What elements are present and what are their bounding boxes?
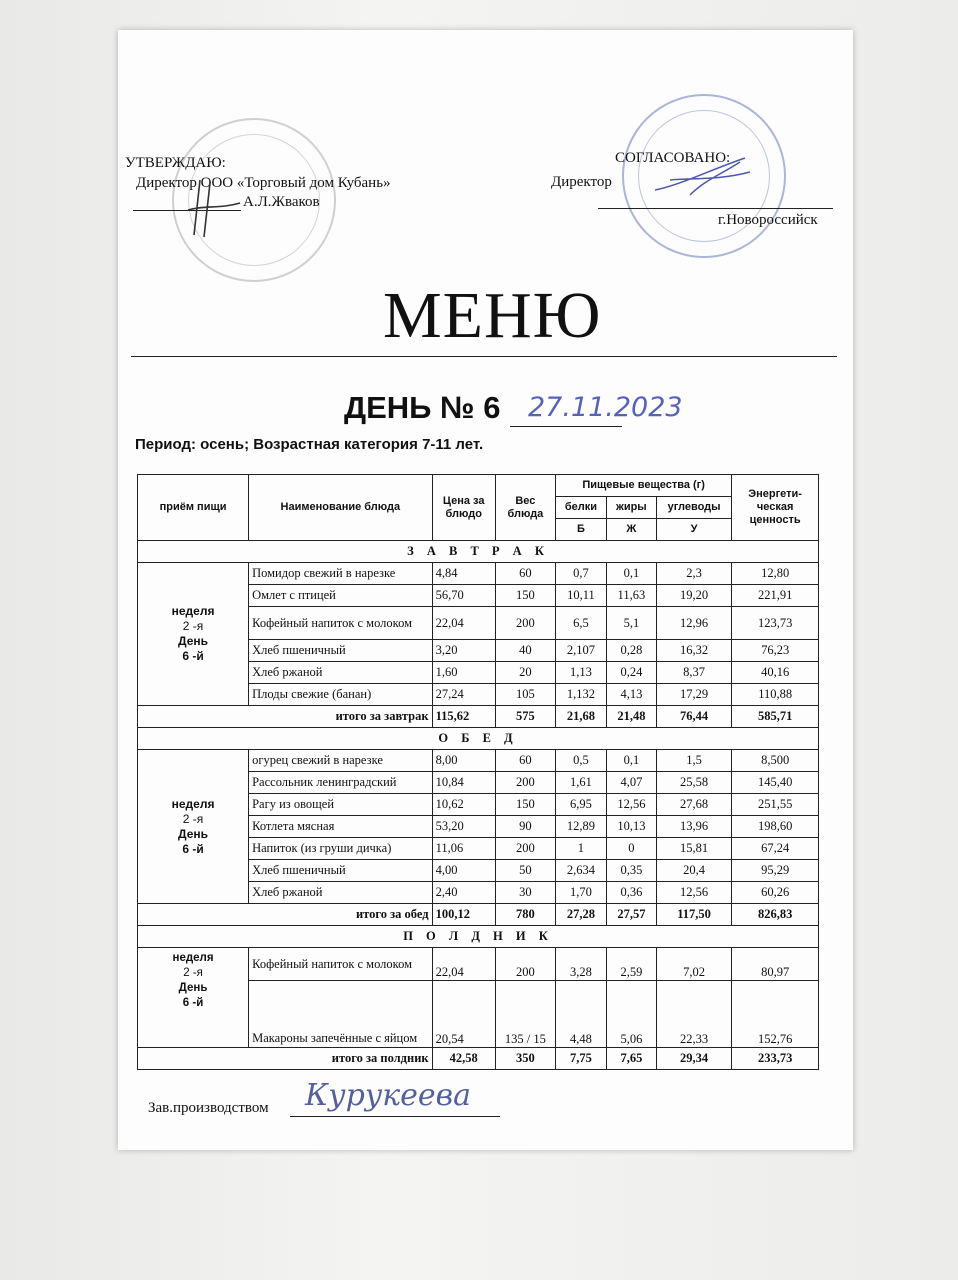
dish-name: Рагу из овощей: [249, 794, 432, 816]
header-price: Цена за блюдо: [432, 475, 495, 541]
dish-b: 1,61: [555, 772, 606, 794]
dish-b: 1,70: [555, 882, 606, 904]
agree-line1: Директор: [551, 174, 612, 190]
dish-u: 8,37: [656, 662, 731, 684]
dish-name: Напиток (из груши дичка): [249, 838, 432, 860]
dish-energy: 40,16: [732, 662, 819, 684]
dish-name: Макароны запечённые с яйцом: [249, 981, 432, 1048]
agree-line2: г.Новороссийск: [718, 212, 818, 228]
dish-name: Рассольник ленинградский: [249, 772, 432, 794]
approve-line2: А.Л.Жваков: [243, 194, 320, 210]
dish-price: 56,70: [432, 585, 495, 607]
footer-label: Зав.производством: [148, 1100, 269, 1116]
dish-name: Хлеб пшеничный: [249, 640, 432, 662]
dish-weight: 200: [495, 772, 555, 794]
dish-b: 0,7: [555, 563, 606, 585]
dish-weight: 150: [495, 585, 555, 607]
total-u: 29,34: [656, 1048, 731, 1070]
title-divider: [131, 356, 837, 357]
dish-u: 20,4: [656, 860, 731, 882]
header-meal: приём пищи: [138, 475, 249, 541]
dish-price: 4,00: [432, 860, 495, 882]
dish-weight: 90: [495, 816, 555, 838]
total-label: итого за полдник: [138, 1048, 433, 1070]
dish-u: 25,58: [656, 772, 731, 794]
dish-weight: 50: [495, 860, 555, 882]
dish-name: Плоды свежие (банан): [249, 684, 432, 706]
dish-energy: 80,97: [732, 948, 819, 981]
header-energy: Энергети-ческая ценность: [732, 475, 819, 541]
dish-u: 12,96: [656, 607, 731, 640]
total-price: 115,62: [432, 706, 495, 728]
total-b: 7,75: [555, 1048, 606, 1070]
dish-energy: 8,500: [732, 750, 819, 772]
menu-table: [137, 474, 819, 1070]
header-proteins: белки: [555, 497, 606, 519]
group-day-num: 6 -й: [182, 649, 204, 663]
group-day: День: [178, 826, 209, 841]
dish-u: 22,33: [656, 981, 731, 1048]
dish-name: Помидор свежий в нарезке: [249, 563, 432, 585]
dish-zh: 11,63: [606, 585, 656, 607]
dish-energy: 123,73: [732, 607, 819, 640]
dish-name: Хлеб ржаной: [249, 882, 432, 904]
dish-b: 3,28: [555, 948, 606, 981]
date-underline: [510, 426, 622, 427]
dish-price: 22,04: [432, 948, 495, 981]
total-weight: 575: [495, 706, 555, 728]
dish-zh: 4,13: [606, 684, 656, 706]
dish-energy: 110,88: [732, 684, 819, 706]
dish-price: 2,40: [432, 882, 495, 904]
total-energy: 233,73: [732, 1048, 819, 1070]
page-title: МЕНЮ: [383, 279, 602, 352]
approve-signature: [180, 175, 250, 245]
dish-u: 17,29: [656, 684, 731, 706]
date-handwritten: 27.11.2023: [528, 392, 683, 423]
dish-u: 15,81: [656, 838, 731, 860]
agree-signature: [650, 150, 760, 210]
dish-price: 3,20: [432, 640, 495, 662]
group-week: неделя: [172, 952, 214, 964]
total-b: 21,68: [555, 706, 606, 728]
dish-weight: 60: [495, 563, 555, 585]
dish-name: Кофейный напиток с молоком: [249, 948, 432, 981]
header-weight: Вес блюда: [495, 475, 555, 541]
dish-zh: 0,1: [606, 750, 656, 772]
dish-energy: 12,80: [732, 563, 819, 585]
dish-zh: 0: [606, 838, 656, 860]
dish-weight: 150: [495, 794, 555, 816]
dish-price: 22,04: [432, 607, 495, 640]
total-zh: 27,57: [606, 904, 656, 926]
group-day-num: 6 -й: [182, 997, 204, 1009]
dish-weight: 200: [495, 607, 555, 640]
dish-b: 0,5: [555, 750, 606, 772]
day-label: ДЕНЬ № 6: [344, 390, 501, 425]
dish-b: 1,132: [555, 684, 606, 706]
dish-weight: 105: [495, 684, 555, 706]
dish-energy: 67,24: [732, 838, 819, 860]
dish-zh: 0,36: [606, 882, 656, 904]
dish-b: 2,107: [555, 640, 606, 662]
total-price: 42,58: [432, 1048, 495, 1070]
dish-name: Хлеб ржаной: [249, 662, 432, 684]
dish-energy: 251,55: [732, 794, 819, 816]
header-carbs: углеводы: [656, 497, 731, 519]
dish-weight: 20: [495, 662, 555, 684]
dish-zh: 0,35: [606, 860, 656, 882]
total-zh: 7,65: [606, 1048, 656, 1070]
header-fats: жиры: [606, 497, 656, 519]
dish-zh: 0,24: [606, 662, 656, 684]
group-week-num: 2 -я: [183, 967, 203, 979]
dish-weight: 200: [495, 838, 555, 860]
agree-title: СОГЛАСОВАНО:: [615, 150, 731, 166]
dish-b: 2,634: [555, 860, 606, 882]
dish-name: Омлет с птицей: [249, 585, 432, 607]
footer-signature-line: [290, 1116, 500, 1117]
header-dish: Наименование блюда: [249, 475, 432, 541]
total-energy: 585,71: [732, 706, 819, 728]
dish-energy: 221,91: [732, 585, 819, 607]
dish-b: 1: [555, 838, 606, 860]
dish-u: 12,56: [656, 882, 731, 904]
dish-u: 7,02: [656, 948, 731, 981]
section-title: З А В Т Р А К: [138, 541, 819, 563]
dish-price: 8,00: [432, 750, 495, 772]
dish-name: Кофейный напиток с молоком: [249, 607, 432, 640]
group-week: неделя: [171, 796, 215, 811]
dish-name: Хлеб пшеничный: [249, 860, 432, 882]
dish-u: 13,96: [656, 816, 731, 838]
total-price: 100,12: [432, 904, 495, 926]
dish-weight: 40: [495, 640, 555, 662]
dish-b: 10,11: [555, 585, 606, 607]
dish-weight: 30: [495, 882, 555, 904]
total-b: 27,28: [555, 904, 606, 926]
dish-energy: 76,23: [732, 640, 819, 662]
meal-group-cell: [138, 948, 249, 1048]
total-u: 76,44: [656, 706, 731, 728]
dish-price: 1,60: [432, 662, 495, 684]
total-weight: 350: [495, 1048, 555, 1070]
total-u: 117,50: [656, 904, 731, 926]
dish-zh: 10,13: [606, 816, 656, 838]
total-energy: 826,83: [732, 904, 819, 926]
total-label: итого за завтрак: [138, 706, 433, 728]
group-day: День: [178, 634, 209, 648]
group-day-num: 6 -й: [182, 841, 204, 856]
dish-energy: 60,26: [732, 882, 819, 904]
meal-group-cell: [138, 750, 249, 904]
group-week-num: 2 -я: [182, 619, 204, 633]
dish-weight: 200: [495, 948, 555, 981]
header-u: У: [656, 519, 731, 541]
section-title: П О Л Д Н И К: [138, 926, 819, 948]
dish-price: 11,06: [432, 838, 495, 860]
total-weight: 780: [495, 904, 555, 926]
dish-b: 4,48: [555, 981, 606, 1048]
dish-energy: 152,76: [732, 981, 819, 1048]
dish-u: 19,20: [656, 585, 731, 607]
footer-signature: Курукеева: [305, 1078, 471, 1113]
dish-energy: 198,60: [732, 816, 819, 838]
dish-weight: 135 / 15: [495, 981, 555, 1048]
total-label: итого за обед: [138, 904, 433, 926]
dish-zh: 0,1: [606, 563, 656, 585]
dish-name: Котлета мясная: [249, 816, 432, 838]
dish-u: 16,32: [656, 640, 731, 662]
dish-price: 53,20: [432, 816, 495, 838]
meal-group-cell: [138, 563, 249, 706]
dish-zh: 0,28: [606, 640, 656, 662]
group-week: неделя: [171, 604, 215, 618]
section-title: О Б Е Д: [138, 728, 819, 750]
dish-zh: 5,06: [606, 981, 656, 1048]
dish-price: 10,84: [432, 772, 495, 794]
dish-b: 12,89: [555, 816, 606, 838]
header-zh: Ж: [606, 519, 656, 541]
approve-line1: Директор ООО «Торговый дом Кубань»: [136, 175, 391, 191]
dish-b: 6,5: [555, 607, 606, 640]
period-line: Период: осень; Возрастная категория 7-11 лет.: [135, 436, 484, 453]
dish-b: 1,13: [555, 662, 606, 684]
dish-zh: 12,56: [606, 794, 656, 816]
group-week-num: 2 -я: [182, 811, 204, 826]
header-nutrients: Пищевые вещества (г): [555, 475, 731, 497]
dish-zh: 4,07: [606, 772, 656, 794]
dish-u: 27,68: [656, 794, 731, 816]
header-b: Б: [555, 519, 606, 541]
group-day: День: [178, 982, 208, 994]
dish-energy: 95,29: [732, 860, 819, 882]
dish-u: 2,3: [656, 563, 731, 585]
approve-title: УТВЕРЖДАЮ:: [125, 155, 226, 171]
total-zh: 21,48: [606, 706, 656, 728]
dish-price: 10,62: [432, 794, 495, 816]
dish-price: 27,24: [432, 684, 495, 706]
dish-price: 20,54: [432, 981, 495, 1048]
dish-price: 4,84: [432, 563, 495, 585]
dish-u: 1,5: [656, 750, 731, 772]
dish-weight: 60: [495, 750, 555, 772]
dish-name: огурец свежий в нарезке: [249, 750, 432, 772]
dish-b: 6,95: [555, 794, 606, 816]
dish-energy: 145,40: [732, 772, 819, 794]
dish-zh: 5,1: [606, 607, 656, 640]
dish-zh: 2,59: [606, 948, 656, 981]
